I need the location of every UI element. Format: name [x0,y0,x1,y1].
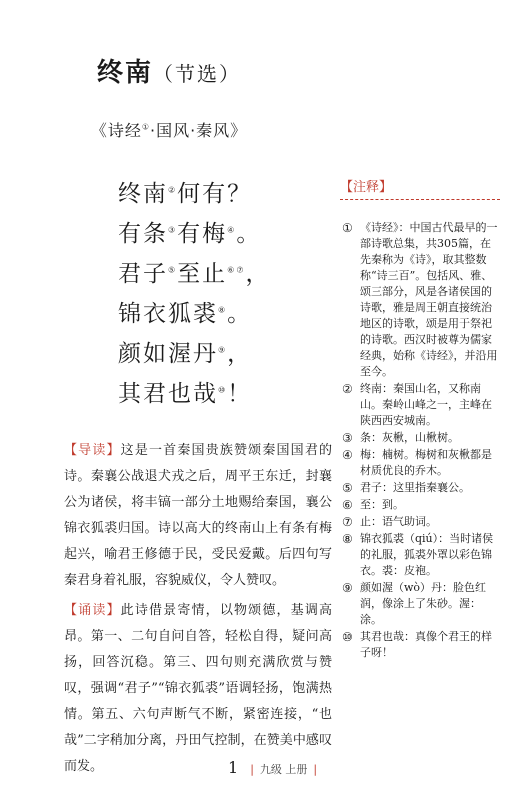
note-text: 止：语气助词。 [360,515,437,528]
poem-text: 有梅 [177,221,228,247]
poem-line [118,294,271,334]
note-item [342,629,500,661]
poem-text: 至止 [177,261,228,287]
note-mark: ⑥⑦ [227,265,246,275]
notes-title: 【注释】 [340,176,500,200]
note-mark: ② [168,185,178,195]
page-footer [228,758,323,777]
note-number: ① [342,221,353,235]
poem-text: 有条 [118,221,168,247]
note-text: 君子：这里指秦襄公。 [360,481,470,494]
note-item [342,531,500,579]
note-item [342,514,500,530]
poem-body [118,174,271,414]
poem-text: 。 [236,221,262,247]
note-mark: ⑧ [218,305,228,315]
footer-divider: | [313,763,318,776]
note-item [342,220,500,380]
note-number: ④ [342,448,353,462]
notes-list [342,220,500,662]
note-item [342,480,500,496]
note-text: 条：灰楸，山楸树。 [360,431,459,444]
recite-section [64,598,332,780]
source-suffix: ·国风·秦风》 [150,121,248,140]
recite-tag: 【诵读】 [64,603,121,618]
source-prefix: 《诗经 [90,121,142,140]
note-item [342,430,500,446]
poem-source [0,118,338,141]
recite-text: 此诗借景寄情，以物颂德，基调高昂。第一、二句自问自答，轻松自得，疑问高扬，回答沉稳。第三、四句则充满欣赏与赞叹，强调“君子”“锦衣狐裘”语调轻扬，饱满热情。第五、六句声断气不断，紧密连接，“也哉”二字稍加分离，丹田气控制，在赞美中感叹而发。 [64,603,332,774]
poem-text: 其君也哉 [118,381,218,407]
note-item [342,497,500,513]
guide-tag: 【导读】 [64,443,121,458]
poem-text: ， [245,261,271,287]
note-text: 至：到。 [360,498,404,511]
note-mark: ⑩ [218,385,228,395]
page-number: 1 [228,758,239,777]
poem-text: 锦衣狐裘 [118,301,218,327]
note-number: ⑨ [342,581,353,595]
poem-line [118,214,271,254]
poem-text: ！ [227,381,253,407]
note-text: 终南：秦国山名，又称南山。秦岭山峰之一，主峰在陕西西安城南。 [360,382,492,427]
poem-title-sub: （节选） [153,62,241,86]
poem-line [118,174,271,214]
poem-line [118,374,271,414]
note-number: ⑥ [342,498,353,512]
note-mark: ④ [227,225,237,235]
poem-text: 。 [227,301,253,327]
poem-line [118,254,271,294]
note-text: 锦衣狐裘（qiú）：当时诸侯的礼服，狐裘外罩以彩色锦衣。裘：皮袍。 [360,532,494,577]
footer-volume: 上册 [285,763,308,776]
footer-divider: | [250,763,254,776]
note-text: 《诗经》：中国古代最早的一部诗歌总集，共305篇，在先秦称为《诗》，取其整数称“诗三百”。包括风、雅、颂三部分，风是各诸侯国的诗歌，雅是周王朝直接统治地区的诗歌，颂是用于祭祀的诗歌。西汉时被尊为儒家经典，始称《诗经》，并沿用至今。 [360,221,498,378]
note-text: 其君也哉：真像个君王的样子呀！ [360,630,492,659]
poem-title [0,52,338,89]
poem-text: ， [227,341,253,367]
poem-text: 何有？ [177,181,253,207]
poem-text: 君子 [118,261,168,287]
note-number: ⑧ [342,532,353,546]
footer-grade: 九级 [259,763,282,776]
poem-text: 颜如渥丹 [118,341,218,367]
poem-text: 终南 [118,181,168,207]
poem-line [118,334,271,374]
source-note-mark: ① [141,122,150,132]
note-number: ⑦ [342,515,353,529]
note-text: 颜如渥（wò）丹：脸色红润，像涂上了朱砂。渥：涂。 [360,581,487,626]
note-number: ③ [342,431,353,445]
guide-text: 这是一首秦国贵族赞颂秦国国君的诗。秦襄公战退犬戎之后，周平王东迁，封襄公为诸侯，将丰镐一部分土地赐给秦国，襄公锦衣狐裘归国。诗以高大的终南山上有条有梅起兴，喻君王修德于民，受民爱戴。后四句写秦君身着礼服，容貌威仪，令人赞叹。 [64,443,332,588]
poem-title-main: 终南 [96,58,153,88]
note-mark: ⑨ [218,345,228,355]
note-mark: ⑤ [168,265,178,275]
note-number: ⑩ [342,630,353,644]
guide-section [64,438,332,594]
note-text: 梅：楠树。梅树和灰楸都是材质优良的乔木。 [360,448,492,477]
note-item [342,381,500,429]
note-item [342,580,500,628]
note-number: ② [342,382,353,396]
note-number: ⑤ [342,481,353,495]
note-item [342,447,500,479]
note-mark: ③ [168,225,178,235]
